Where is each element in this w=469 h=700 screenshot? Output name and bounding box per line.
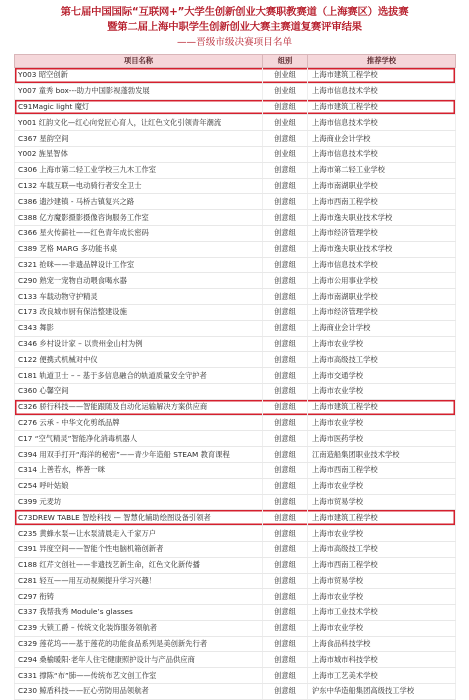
school-cell: 上海市农业学校: [308, 620, 456, 636]
group-cell: 创意组: [263, 462, 308, 478]
project-name-cell: C239 大锁工爵 – 传统文化装饰服务领航者: [15, 620, 263, 636]
group-cell: 创意组: [263, 447, 308, 463]
group-cell: 创意组: [263, 589, 308, 605]
table-row: [15, 241, 456, 257]
school-cell: 上海市建筑工程学校: [308, 68, 456, 84]
project-name-cell: C394 用双手打开“海洋的秘密”——青少年造船 STEAM 教育课程: [15, 447, 263, 463]
school-cell: 上海市农业学校: [308, 526, 456, 542]
group-cell: 创业组: [263, 83, 308, 99]
table-body: [15, 68, 456, 700]
school-cell: 上海市高级技工学校: [308, 352, 456, 368]
school-cell: 上海市信息技术学校: [308, 146, 456, 162]
table-row: [15, 668, 456, 684]
school-cell: 上海市建筑工程学校: [308, 399, 456, 415]
table-row: [15, 684, 456, 700]
group-cell: 创意组: [263, 368, 308, 384]
school-cell: 上海市信息技术学校: [308, 83, 456, 99]
table-row: [15, 541, 456, 557]
group-cell: 创意组: [263, 241, 308, 257]
project-name-cell: C294 桑榆暖阳·老年人住宅健康照护设计与产品供应商: [15, 652, 263, 668]
group-cell: 创意组: [263, 668, 308, 684]
project-name-cell: C321 抢咪——非遗品牌设计工作室: [15, 257, 263, 273]
group-cell: 创意组: [263, 210, 308, 226]
project-name-cell: Y002 旌星智体: [15, 146, 263, 162]
table-row: [15, 289, 456, 305]
project-name-cell: Y003 昭空创新: [15, 68, 263, 84]
table-row: [15, 557, 456, 573]
table-row: [15, 447, 456, 463]
group-cell: 创意组: [263, 320, 308, 336]
table-row: [15, 526, 456, 542]
group-cell: 创意组: [263, 352, 308, 368]
project-name-cell: C17 “空气精灵”智能净化消毒机器人: [15, 431, 263, 447]
table-row: [15, 225, 456, 241]
table-row: [15, 178, 456, 194]
group-cell: 创意组: [263, 289, 308, 305]
table-row: [15, 115, 456, 131]
table-row: [15, 478, 456, 494]
column-header-project-name: 项目名称: [15, 55, 263, 68]
project-name-cell: C290 熟宠一宠物自动喂食喝水器: [15, 273, 263, 289]
group-cell: 创意组: [263, 178, 308, 194]
project-name-cell: C173 改良城市厨有保洁整建设施: [15, 304, 263, 320]
group-cell: 创意组: [263, 526, 308, 542]
project-name-cell: Y001 红韵文化—红心向党匠心育人，让红色文化引领青年潮流: [15, 115, 263, 131]
table-row: [15, 320, 456, 336]
project-name-cell: C343 舞影: [15, 320, 263, 336]
table-row: [15, 652, 456, 668]
group-cell: 创意组: [263, 478, 308, 494]
project-name-cell: C329 莲花坞——基于莲花的功能食品系列是美创新先行者: [15, 636, 263, 652]
table-row: [15, 99, 456, 115]
project-name-cell: C297 衔铸: [15, 589, 263, 605]
group-cell: 创意组: [263, 99, 308, 115]
project-name-cell: C181 轨道卫士 – – 基于多信息融合的轨道质量安全守护者: [15, 368, 263, 384]
school-cell: 上海市工艺美术学校: [308, 668, 456, 684]
school-cell: 上海市交通学校: [308, 368, 456, 384]
document-title-line2: 暨第二届上海中职学生创新创业大赛主赛道复赛评审结果: [107, 21, 362, 33]
group-cell: 创业组: [263, 115, 308, 131]
school-cell: 上海市信息技术学校: [308, 115, 456, 131]
school-cell: 上海市建筑工程学校: [308, 99, 456, 115]
table-row: [15, 399, 456, 415]
project-name-cell: C389 艺格 MARG 多功能书桌: [15, 241, 263, 257]
group-cell: 创意组: [263, 573, 308, 589]
table-row: [15, 336, 456, 352]
project-name-cell: C337 我帮我秀 Module’s glasses: [15, 605, 263, 621]
project-name-cell: C366 星火传薪社——红色青年成长密码: [15, 225, 263, 241]
project-name-cell: C306 上海市第二轻工业学校三九木工作室: [15, 162, 263, 178]
group-cell: 创意组: [263, 304, 308, 320]
group-cell: 创意组: [263, 162, 308, 178]
table-row: [15, 210, 456, 226]
school-cell: 江南造船集团职业技术学校: [308, 447, 456, 463]
table-row: [15, 494, 456, 510]
group-cell: 创意组: [263, 620, 308, 636]
project-name-cell: C386 遗沙建镇 - 马桥古镇复兴之路: [15, 194, 263, 210]
table-row: [15, 605, 456, 621]
project-name-cell: C367 星韵空间: [15, 131, 263, 147]
project-name-cell: C391 异度空间——智能个性电脑机箱创新者: [15, 541, 263, 557]
project-name-cell: C281 轻互——用互动视频提升学习兴趣！: [15, 573, 263, 589]
finalist-table: [14, 54, 456, 700]
school-cell: 上海市医药学校: [308, 431, 456, 447]
column-header-school: 推荐学校: [308, 55, 456, 68]
school-cell: 上海市建筑工程学校: [308, 510, 456, 526]
project-name-cell: C254 呼叶姑娘: [15, 478, 263, 494]
school-cell: 上海市逸夫职业技术学校: [308, 241, 456, 257]
table-row: [15, 415, 456, 431]
school-cell: 上海市农业学校: [308, 415, 456, 431]
school-cell: 上海市西南工程学校: [308, 557, 456, 573]
group-cell: 创意组: [263, 494, 308, 510]
table-row: [15, 573, 456, 589]
table-row: [15, 636, 456, 652]
project-name-cell: C132 车载互联—电动骑行者安全卫士: [15, 178, 263, 194]
school-cell: 上海市贸易学校: [308, 494, 456, 510]
school-cell: 上海市公用事业学校: [308, 273, 456, 289]
school-cell: 上海市城市科技学校: [308, 652, 456, 668]
group-cell: 创意组: [263, 194, 308, 210]
table-row: [15, 83, 456, 99]
project-name-cell: C133 车载动物守护精灵: [15, 289, 263, 305]
group-cell: 创业组: [263, 68, 308, 84]
table-row: [15, 589, 456, 605]
group-cell: 创意组: [263, 605, 308, 621]
school-cell: 上海市西南工程学校: [308, 194, 456, 210]
group-cell: 创意组: [263, 257, 308, 273]
document-title-line1: 第七届中国国际“互联网+”大学生创新创业大赛职教赛道（上海赛区）选拔赛: [60, 6, 409, 18]
group-cell: 创意组: [263, 131, 308, 147]
group-cell: 创意组: [263, 684, 308, 700]
group-cell: 创意组: [263, 557, 308, 573]
school-cell: 上海市贸易学校: [308, 573, 456, 589]
table-row: [15, 383, 456, 399]
school-cell: 上海市第二轻工业学校: [308, 162, 456, 178]
project-name-cell: Y007 童秀 box---助力中国影视蓬勃发展: [15, 83, 263, 99]
group-cell: 创业组: [263, 146, 308, 162]
group-cell: 创意组: [263, 636, 308, 652]
project-name-cell: C188 红芹文创社——非遗技艺新生命，红色文化新传播: [15, 557, 263, 573]
school-cell: 上海食品科技学校: [308, 636, 456, 652]
table-row: [15, 620, 456, 636]
school-cell: 上海商业会计学校: [308, 320, 456, 336]
project-name-cell: C326 骄行科技——智能跟随及自动化运输解决方案供应商: [15, 399, 263, 415]
document-subtitle: ——晋级市级决赛项目名单: [176, 37, 293, 48]
table-row: [15, 510, 456, 526]
group-cell: 创意组: [263, 510, 308, 526]
school-cell: 上海市经济管理学校: [308, 304, 456, 320]
table-row: [15, 462, 456, 478]
school-cell: 上海市农业学校: [308, 336, 456, 352]
school-cell: 上海市农业学校: [308, 383, 456, 399]
project-name-cell: C399 元麦坊: [15, 494, 263, 510]
group-cell: 创意组: [263, 541, 308, 557]
project-name-cell: C360 心馨空间: [15, 383, 263, 399]
table-row: [15, 194, 456, 210]
table-row: [15, 68, 456, 84]
school-cell: 上海市高级技工学校: [308, 541, 456, 557]
school-cell: 上海市信息技术学校: [308, 257, 456, 273]
project-name-cell: C122 便携式机械对中仪: [15, 352, 263, 368]
project-name-cell: C230 鲸盾科技——匠心劳防用品领航者: [15, 684, 263, 700]
group-cell: 创意组: [263, 431, 308, 447]
group-cell: 创意组: [263, 273, 308, 289]
project-name-cell: C346 乡村设计家 – 以贵州金山村为例: [15, 336, 263, 352]
school-cell: 上海市农业学校: [308, 589, 456, 605]
school-cell: 上海市工业技术学校: [308, 605, 456, 621]
group-cell: 创意组: [263, 225, 308, 241]
school-cell: 沪东中华造船集团高级技工学校: [308, 684, 456, 700]
project-name-cell: C91Magic light 魔灯: [15, 99, 263, 115]
table-row: [15, 131, 456, 147]
project-name-cell: C388 亿方魔影摄影摄像咨询服务工作室: [15, 210, 263, 226]
group-cell: 创意组: [263, 652, 308, 668]
school-cell: 上海商业会计学校: [308, 131, 456, 147]
table-row: [15, 146, 456, 162]
school-cell: 上海市南湖职业学校: [308, 178, 456, 194]
project-name-cell: C235 黄蜂水泵—让水泵清晨走入千家万户: [15, 526, 263, 542]
group-cell: 创意组: [263, 383, 308, 399]
table-row: [15, 273, 456, 289]
table-row: [15, 368, 456, 384]
school-cell: 上海市西南工程学校: [308, 462, 456, 478]
project-name-cell: C314 上善若水，桦善一咪: [15, 462, 263, 478]
school-cell: 上海市逸夫职业技术学校: [308, 210, 456, 226]
project-name-cell: C276 云承 - 中华文化剪纸品牌: [15, 415, 263, 431]
table-row: [15, 431, 456, 447]
project-name-cell: C331 撑陈“布”肺——传统布艺文创工作室: [15, 668, 263, 684]
table-row: [15, 162, 456, 178]
column-header-group: 组别: [263, 55, 308, 68]
table-header-row: [15, 55, 456, 68]
table-row: [15, 257, 456, 273]
table-row: [15, 304, 456, 320]
school-cell: 上海市南湖职业学校: [308, 289, 456, 305]
table-row: [15, 352, 456, 368]
school-cell: 上海市经济管理学校: [308, 225, 456, 241]
group-cell: 创意组: [263, 336, 308, 352]
group-cell: 创意组: [263, 415, 308, 431]
school-cell: 上海市农业学校: [308, 478, 456, 494]
group-cell: 创意组: [263, 399, 308, 415]
project-name-cell: C73DREW TABLE 智绘科技 — 智慧化辅助绘图设备引领者: [15, 510, 263, 526]
